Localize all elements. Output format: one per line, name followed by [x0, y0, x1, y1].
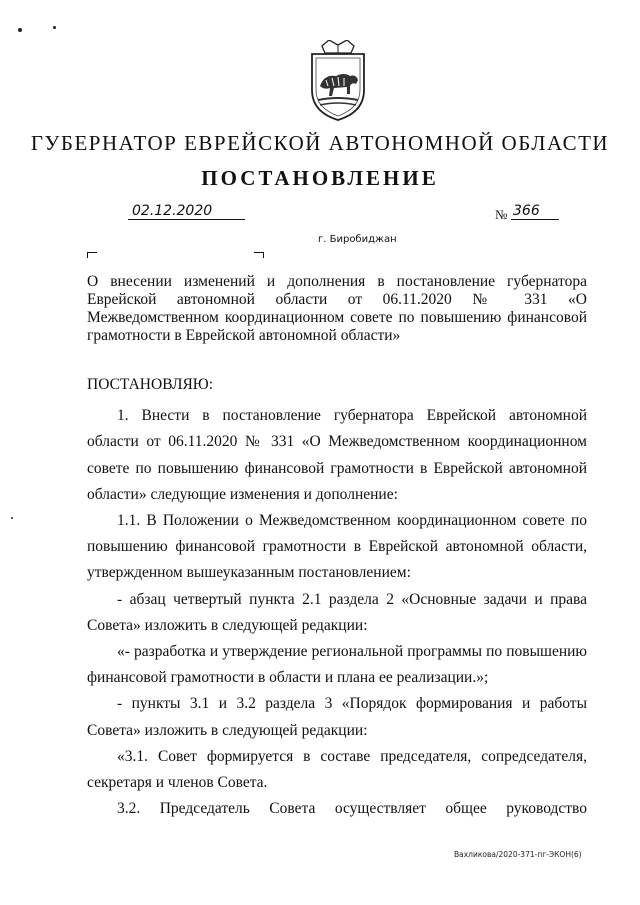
city-label: г. Биробиджан	[318, 234, 397, 245]
body-paragraph: 1.1. В Положении о Межведомственном координационном совете по повышению финансовой грамотности в Еврейской автономной области, утвержденном вышеуказанным постановлением:	[87, 512, 587, 582]
body-paragraph: «- разработка и утверждение региональной программы по повышению финансовой грамотности в области и плана ее реализации.»;	[87, 643, 587, 687]
document-body	[87, 372, 587, 822]
scan-speck	[18, 28, 22, 32]
handwritten-document-number: 366	[511, 203, 559, 220]
scan-speck	[53, 26, 56, 29]
resolution-heading: ПОСТАНОВЛЯЮ:	[87, 376, 214, 393]
document-type-heading: ПОСТАНОВЛЕНИЕ	[201, 166, 439, 190]
number-label: №	[495, 207, 508, 222]
body-paragraph: 3.2. Председатель Совета осуществляет общее руководство	[117, 800, 587, 818]
document-summary: О внесении изменений и дополнения в постановление губернатора Еврейской автономной области от 06.11.2020 № 331 «О Межведомственном координационном совете по повышению финансовой грамотности в Еврейской автономной области»	[87, 273, 587, 344]
body-paragraph: «3.1. Совет формируется в составе председателя, сопредседателя, секретаря и членов Совета.	[87, 747, 587, 792]
body-paragraph: - пункты 3.1 и 3.2 раздела 3 «Порядок формирования и работы Совета» изложить в следующей редакции:	[87, 695, 587, 739]
body-paragraph: - абзац четвертый пункта 2.1 раздела 2 «Основные задачи и права Совета» изложить в следующей редакции:	[87, 590, 587, 634]
scan-speck	[11, 517, 13, 519]
body-paragraph: 1. Внести в постановление губернатора Еврейской автономной области от 06.11.2020 № 331 «О Межведомственном координационном совете по повышению финансовой грамотности в Еврейской автономной области» следующие изменения и дополнение:	[87, 407, 587, 503]
title-block-right-bracket	[254, 252, 264, 258]
handwritten-date: 02.12.2020	[128, 203, 245, 220]
coat-of-arms-emblem	[304, 40, 372, 122]
issuer-title: ГУБЕРНАТОР ЕВРЕЙСКОЙ АВТОНОМНОЙ ОБЛАСТИ	[30, 131, 610, 155]
title-block-left-bracket	[87, 252, 97, 258]
executor-reference: Вахликова/2020-371-пг-ЭКОН(6)	[454, 850, 582, 859]
